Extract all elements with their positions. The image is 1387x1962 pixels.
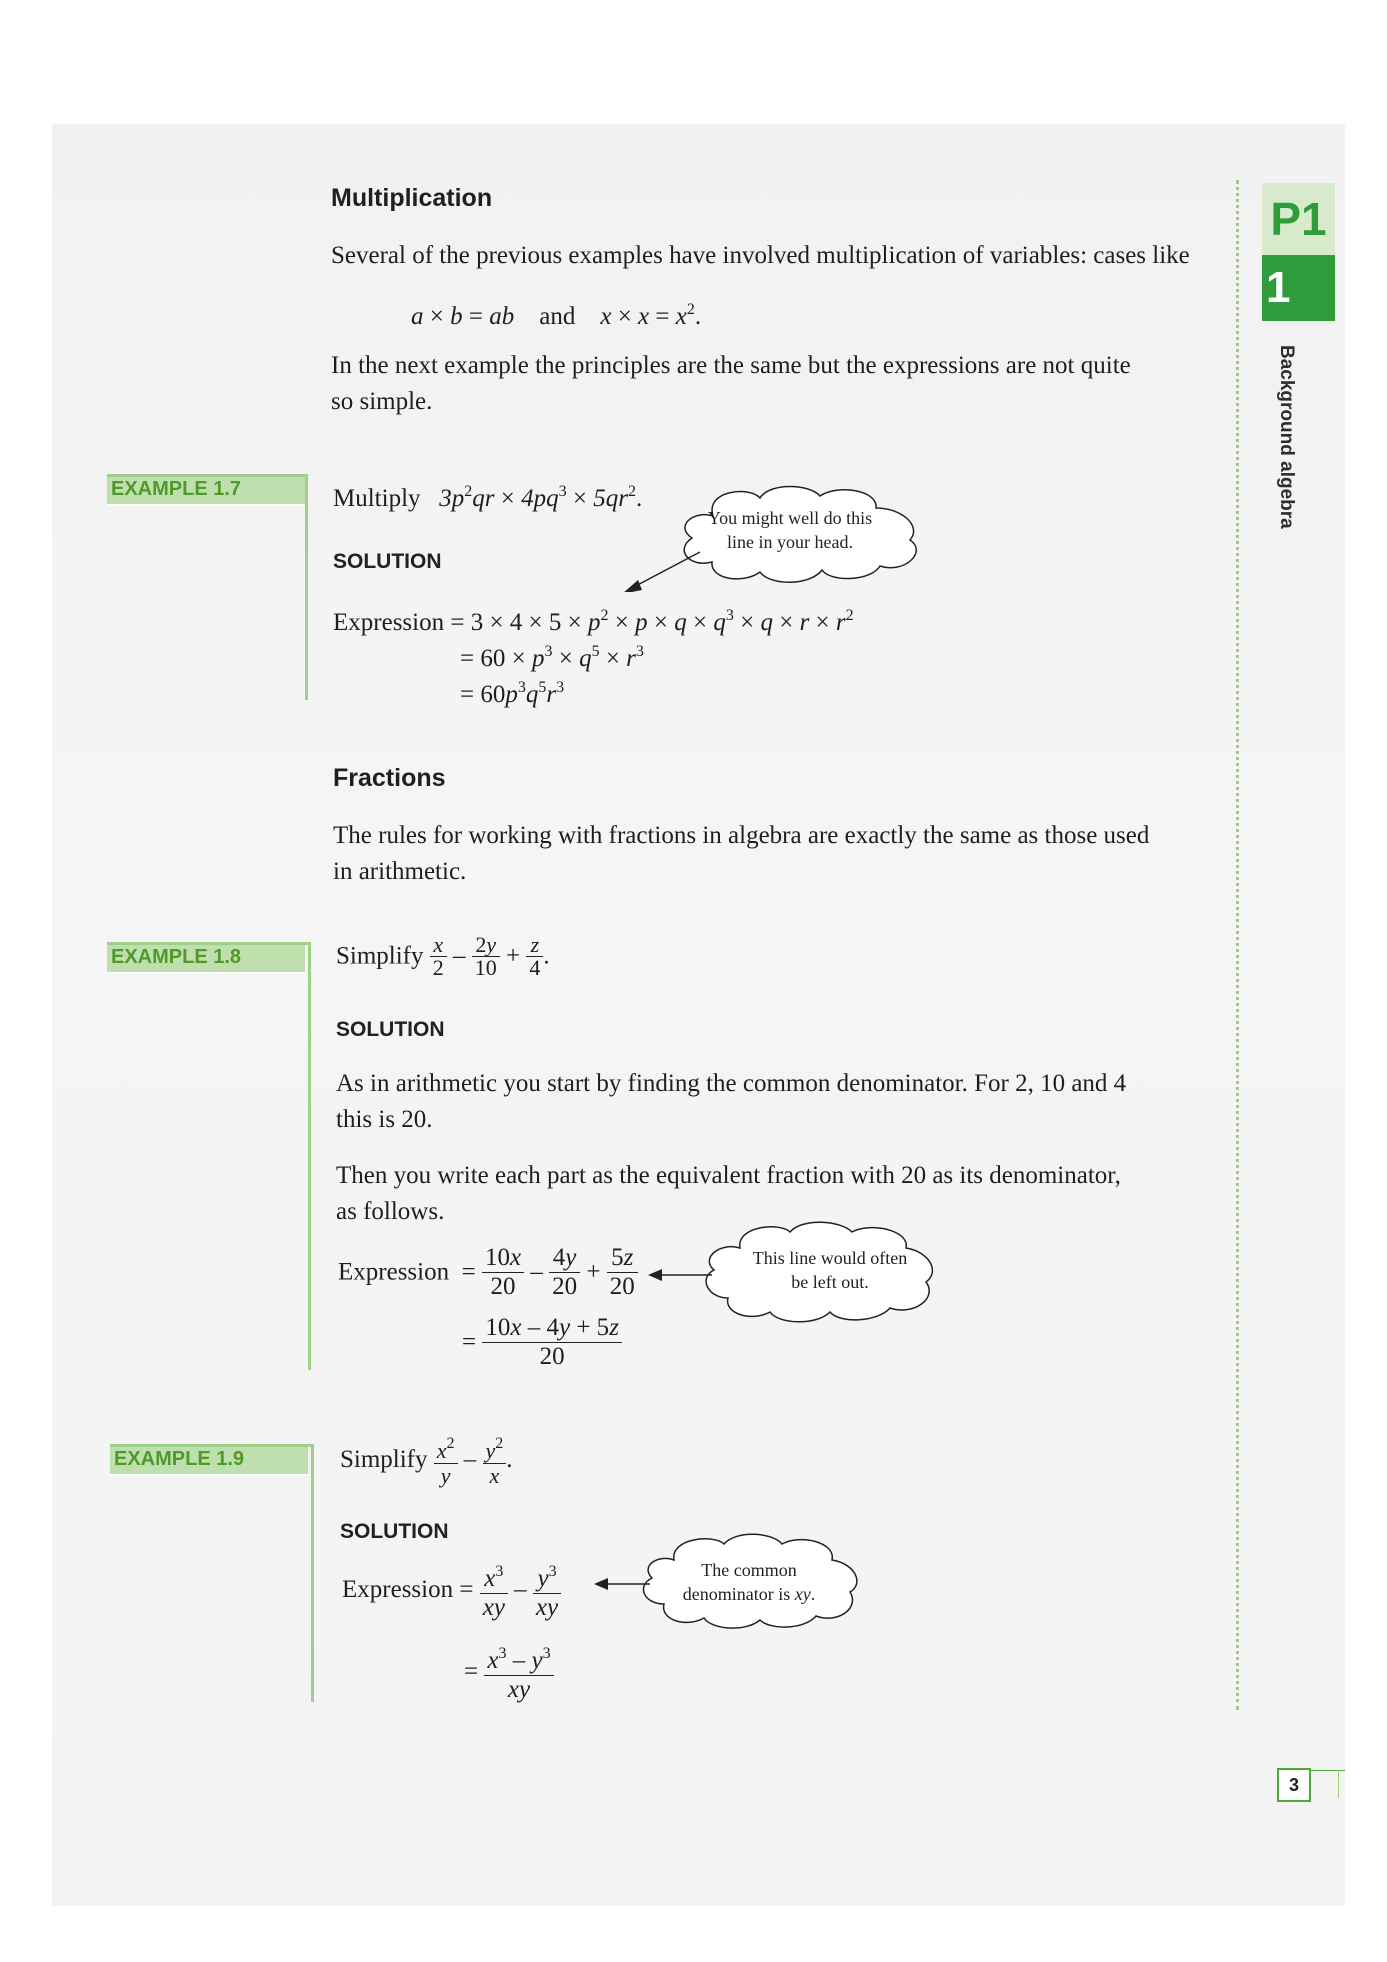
example-topbar [107, 474, 307, 477]
example-rule [311, 1444, 314, 1702]
bubble-line: be left out. [791, 1272, 869, 1292]
solution-para-2-line-1: Then you write each part as the equivalent fraction with 20 as its denominator, [336, 1162, 1121, 1189]
section-heading-fractions: Fractions [333, 764, 446, 792]
expression-1-8-line-2: = $\frac{10x - 4y + 5z}{20}$ [462, 1314, 622, 1371]
example-rule [308, 942, 311, 1370]
expression-1-9-line-1: Expression = $\frac{x^3}{xy}$ – $\frac{y^3}{xy}$ [342, 1558, 561, 1622]
example-label: EXAMPLE 1.9 [114, 1448, 245, 1470]
bubble-line: You might well do this [707, 508, 873, 528]
example-1-8-prompt: Simplify $\frac{x}{2}$ – $\frac{2y}{10}$ + $\frac{z}{4}$ . [336, 932, 550, 980]
example-box-1-9 [110, 1444, 308, 1476]
expression-line-3: = $60p^3q^5r^3$ [460, 679, 565, 708]
part-tab: P1 [1262, 183, 1335, 255]
example-rule [305, 474, 308, 700]
and-word: and [539, 303, 576, 330]
page-number: 3 [1277, 1768, 1311, 1802]
example-1-7-prompt: Multiply $3p^2qr \times 4pq^3 \times 5qr^2$. [333, 483, 643, 512]
example-1-9-prompt: Simplify $\frac{x^2}{y}$ – $\frac{y^2}{x}$ . [340, 1432, 513, 1488]
chapter-title: Background algebra [1276, 345, 1297, 529]
example-box-1-8 [107, 942, 305, 974]
section-heading-multiplication: Multiplication [331, 184, 493, 212]
expression-1-8-line-1: Expression = $\frac{10x}{20}$ – $\frac{4y}{20}$ + $\frac{5z}{20}$ [338, 1244, 638, 1301]
bubble-text-1 [700, 506, 880, 554]
solution-para-1-line-2: this is 20. [336, 1106, 433, 1133]
bubble-phrase: denominator is [682, 1584, 791, 1604]
expression-1-9-line-2: = $\frac{x^3 - y^3}{xy}$ [464, 1640, 554, 1704]
expression-line-2: = $60 \times p^3 \times q^5 \times r^3$ [460, 643, 644, 672]
bubble-line: line in your head. [727, 532, 853, 552]
example-label: EXAMPLE 1.7 [111, 478, 242, 500]
example-topbar [110, 1444, 313, 1447]
intro-paragraph-2-line-1: In the next example the principles are the same but the expressions are not quite [331, 352, 1131, 379]
expression-line-1: Expression = $3 \times 4 \times 5 \times p^2 \times p \times q \times q^3 \times q \times r \times r^2$ [333, 607, 854, 636]
chapter-tab: 1 [1262, 255, 1335, 321]
intro-paragraph-2-line-2: so simple. [331, 388, 433, 415]
page-background [52, 124, 1345, 1906]
bubble-line: The common [701, 1560, 797, 1580]
example-topbar [107, 942, 310, 945]
expression-word: Expression [333, 609, 445, 636]
solution-para-2-line-2: as follows. [336, 1198, 445, 1225]
solution-heading: SOLUTION [340, 1520, 449, 1543]
fractions-intro-line-1: The rules for working with fractions in algebra are exactly the same as those used [333, 822, 1150, 849]
bubble-line: denominator is xy. [682, 1584, 816, 1604]
solution-heading: SOLUTION [336, 1018, 445, 1041]
dotted-rule [1236, 180, 1239, 1710]
bubble-line: This line would often [752, 1248, 908, 1268]
bubble-text-2 [730, 1246, 930, 1294]
solution-para-1-line-1: As in arithmetic you start by finding the common denominator. For 2, 10 and 4 [336, 1070, 1127, 1097]
page-number-rule [1338, 1770, 1339, 1798]
expression-word: Expression [338, 1258, 450, 1286]
intro-formula: a × b = ab and $x \times x = x^2$. [411, 301, 702, 330]
intro-paragraph: Several of the previous examples have involved multiplication of variables: cases like [331, 242, 1190, 269]
expression-word: Expression [342, 1576, 454, 1603]
fractions-intro-line-2: in arithmetic. [333, 858, 467, 885]
page-number-rule [1311, 1770, 1345, 1771]
solution-heading: SOLUTION [333, 550, 442, 573]
prompt-word: Multiply [333, 485, 421, 512]
example-label: EXAMPLE 1.8 [111, 946, 242, 968]
example-box-1-7 [107, 474, 305, 506]
bubble-text-3 [664, 1558, 834, 1606]
prompt-word: Simplify [340, 1446, 428, 1473]
prompt-word: Simplify [336, 942, 424, 970]
